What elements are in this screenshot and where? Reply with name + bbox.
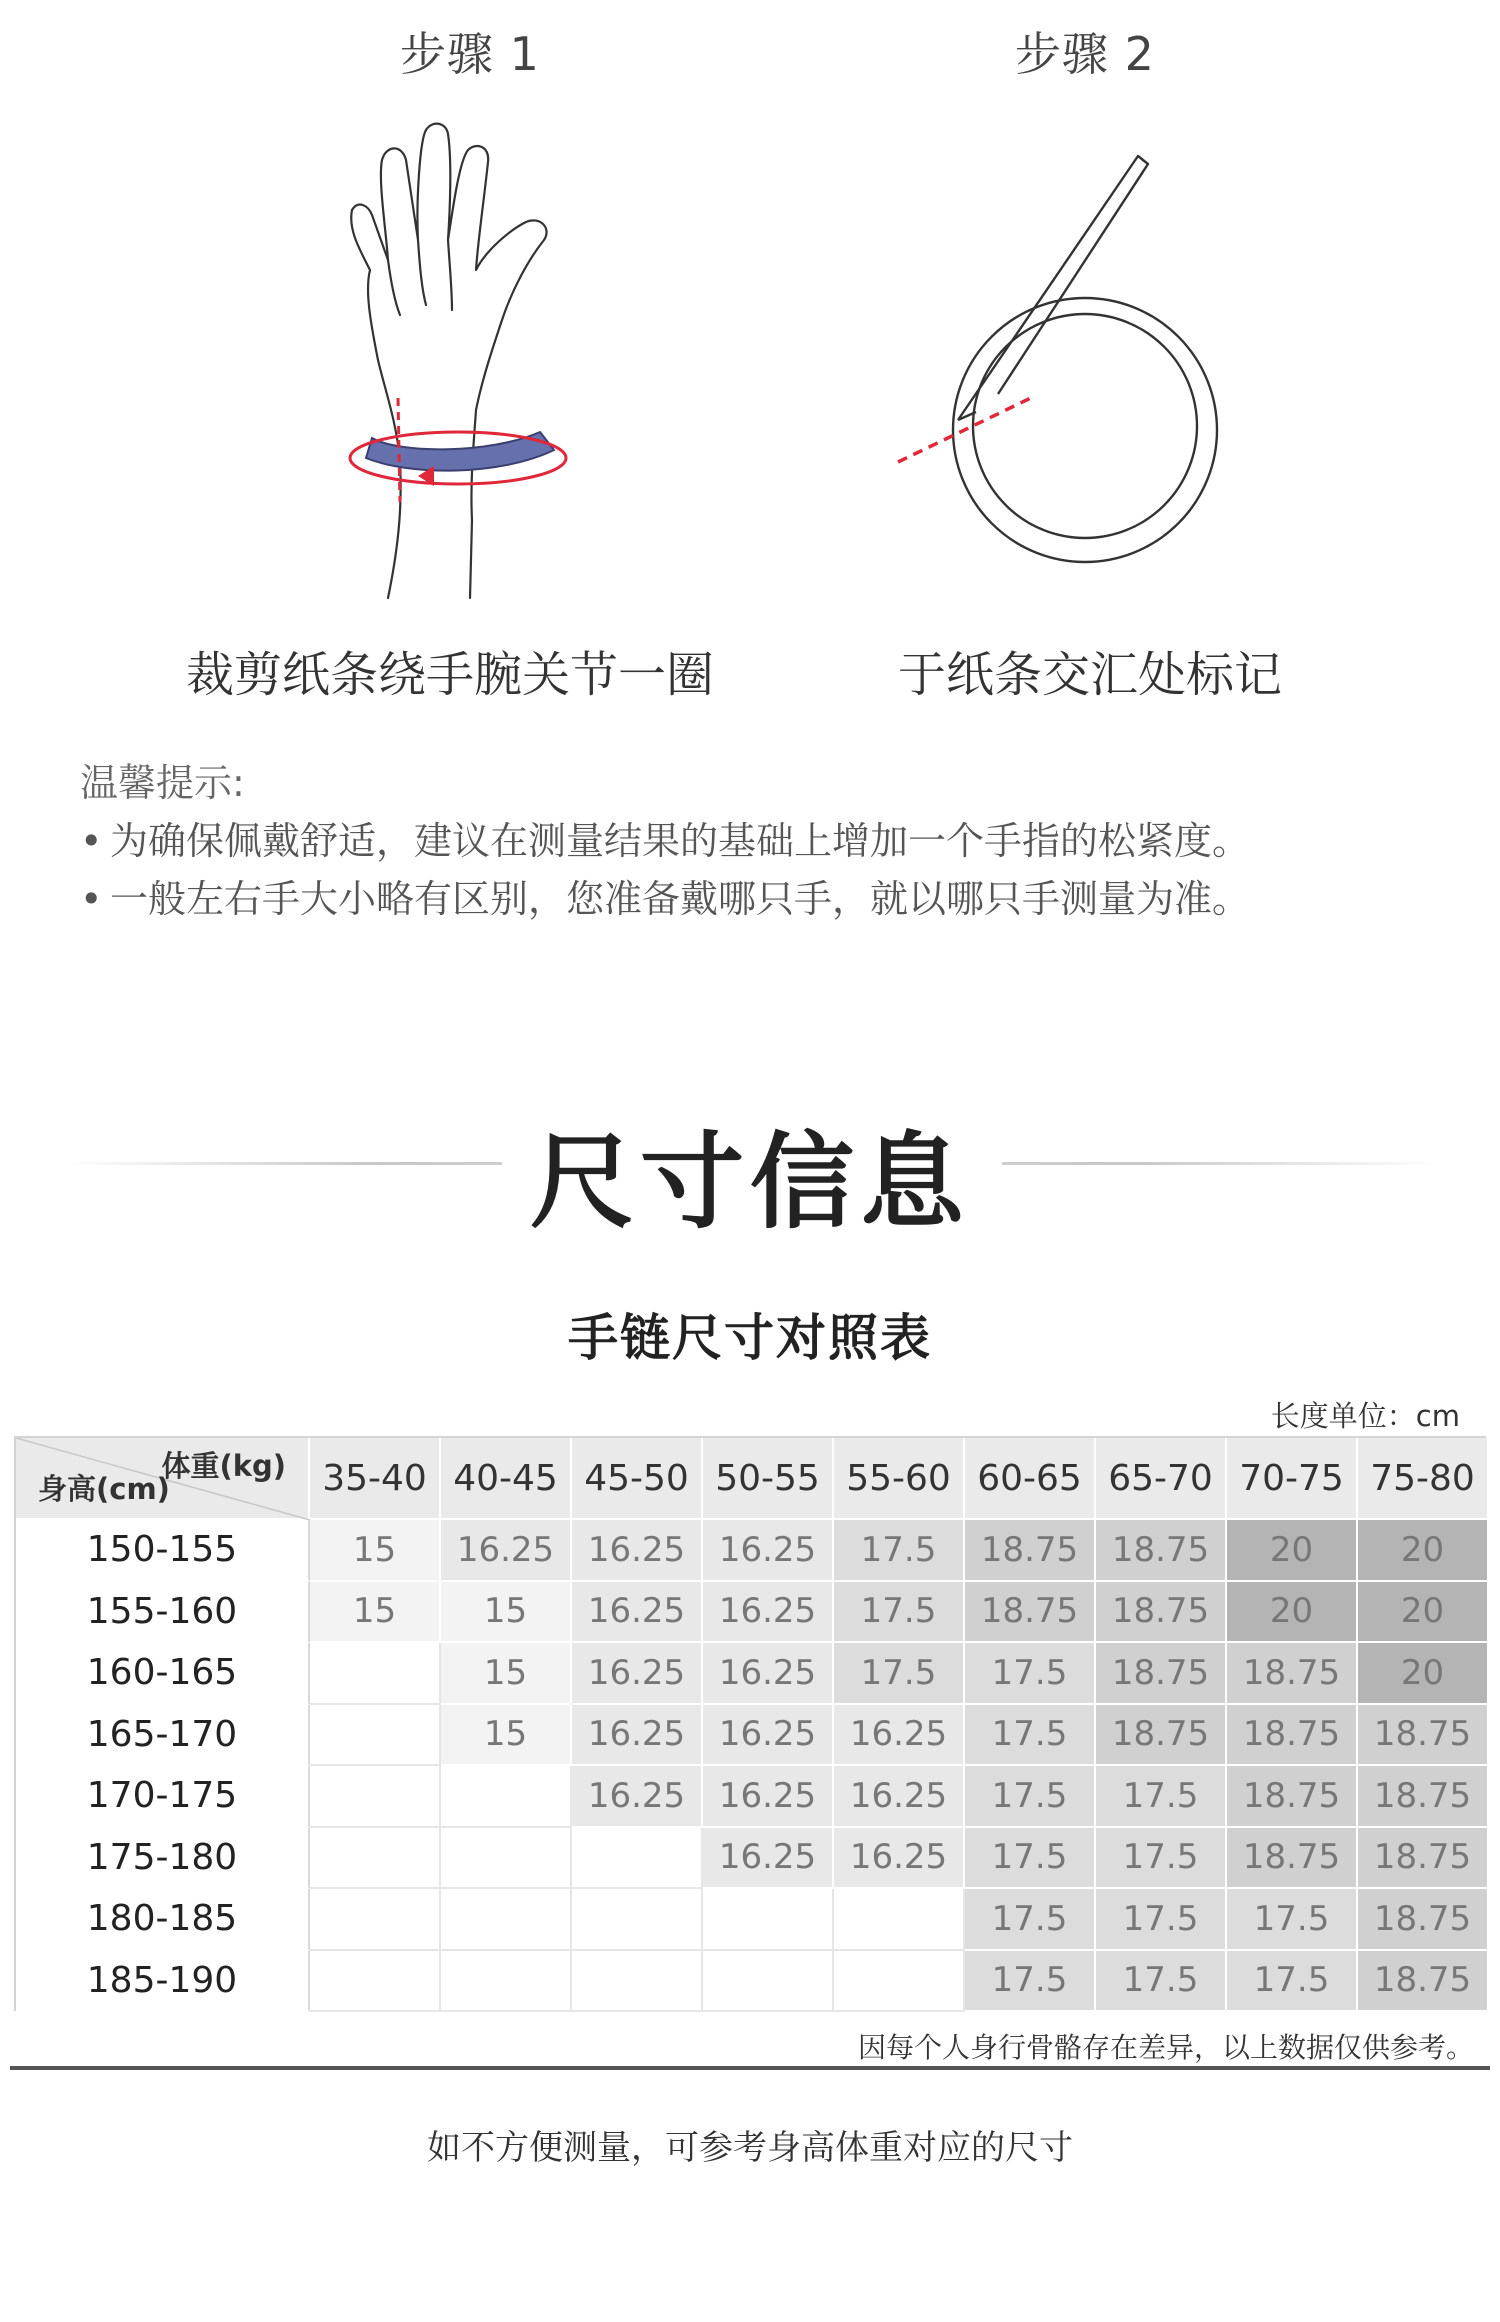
- column-header: 40-45: [441, 1438, 572, 1520]
- table-cell: [834, 1951, 965, 2013]
- paper-strip-loop-icon: [880, 150, 1240, 580]
- footer-text: 如不方便测量，可参考身高体重对应的尺寸: [427, 2128, 1073, 2168]
- row-header: 170-175: [16, 1766, 310, 1828]
- table-cell: 18.75: [1227, 1705, 1358, 1767]
- corner-weight-label: 体重(kg): [161, 1449, 286, 1483]
- table-cell: 16.25: [572, 1643, 703, 1705]
- table-cell: 17.5: [1096, 1951, 1227, 2013]
- table-cell: 20: [1358, 1520, 1489, 1582]
- column-header: 65-70: [1096, 1438, 1227, 1520]
- table-cell: 16.25: [703, 1582, 834, 1644]
- table-cell: 18.75: [1096, 1520, 1227, 1582]
- size-table: [14, 1436, 1486, 2011]
- unit-label: 长度单位：cm: [1270, 1399, 1460, 1433]
- table-cell: [441, 1828, 572, 1890]
- table-cell: 17.5: [965, 1889, 1096, 1951]
- section-title: 尺寸信息: [529, 1121, 970, 1243]
- bottom-rule: [10, 2066, 1490, 2070]
- table-cell: 18.75: [1358, 1705, 1489, 1767]
- column-header: 35-40: [310, 1438, 441, 1520]
- bullet-icon: •: [80, 877, 103, 921]
- column-header: 70-75: [1227, 1438, 1358, 1520]
- table-cell: 20: [1358, 1643, 1489, 1705]
- step-1-caption: 裁剪纸条绕手腕关节一圈: [185, 647, 714, 703]
- table-cell: 17.5: [834, 1582, 965, 1644]
- table-cell: 18.75: [965, 1520, 1096, 1582]
- column-header: 55-60: [834, 1438, 965, 1520]
- table-cell: 17.5: [965, 1705, 1096, 1767]
- table-corner: [16, 1438, 310, 1520]
- table-cell: [834, 1889, 965, 1951]
- table-cell: 17.5: [1096, 1889, 1227, 1951]
- row-header: 175-180: [16, 1828, 310, 1890]
- table-cell: [572, 1889, 703, 1951]
- table-cell: 18.75: [1358, 1828, 1489, 1890]
- table-cell: 16.25: [703, 1705, 834, 1767]
- table-cell: 16.25: [572, 1520, 703, 1582]
- row-header: 150-155: [16, 1520, 310, 1582]
- table-cell: 16.25: [703, 1828, 834, 1890]
- table-cell: 16.25: [703, 1520, 834, 1582]
- table-cell: 16.25: [703, 1766, 834, 1828]
- table-cell: [703, 1889, 834, 1951]
- table-cell: 18.75: [1227, 1766, 1358, 1828]
- table-cell: [572, 1951, 703, 2013]
- table-cell: [310, 1705, 441, 1767]
- table-cell: 17.5: [965, 1951, 1096, 2013]
- table-cell: 17.5: [965, 1828, 1096, 1890]
- column-header: 60-65: [965, 1438, 1096, 1520]
- table-cell: 18.75: [1096, 1582, 1227, 1644]
- hand-wrist-wrap-icon: [330, 120, 630, 610]
- table-cell: 17.5: [1096, 1828, 1227, 1890]
- tips-heading: 温馨提示:: [80, 761, 245, 805]
- table-cell: 20: [1227, 1582, 1358, 1644]
- table-cell: 18.75: [1358, 1889, 1489, 1951]
- table-cell: [572, 1828, 703, 1890]
- table-cell: 17.5: [965, 1643, 1096, 1705]
- row-header: 155-160: [16, 1582, 310, 1644]
- row-header: 180-185: [16, 1889, 310, 1951]
- table-cell: [703, 1951, 834, 2013]
- table-cell: 15: [310, 1520, 441, 1582]
- table-cell: 18.75: [1096, 1705, 1227, 1767]
- table-cell: 16.25: [441, 1520, 572, 1582]
- table-title: 手链尺寸对照表: [568, 1309, 932, 1367]
- table-cell: [441, 1766, 572, 1828]
- table-cell: 16.25: [572, 1766, 703, 1828]
- table-cell: 17.5: [1227, 1889, 1358, 1951]
- table-cell: 16.25: [834, 1705, 965, 1767]
- table-cell: 16.25: [834, 1766, 965, 1828]
- bullet-icon: •: [80, 819, 103, 863]
- table-note: 因每个人身行骨骼存在差异，以上数据仅供参考。: [857, 2031, 1474, 2064]
- column-header: 75-80: [1358, 1438, 1489, 1520]
- table-cell: [310, 1828, 441, 1890]
- table-cell: [310, 1643, 441, 1705]
- table-cell: [310, 1766, 441, 1828]
- row-header: 165-170: [16, 1705, 310, 1767]
- table-cell: [310, 1889, 441, 1951]
- table-cell: 16.25: [572, 1582, 703, 1644]
- table-cell: 16.25: [834, 1828, 965, 1890]
- table-cell: 16.25: [703, 1643, 834, 1705]
- step-2-caption: 于纸条交汇处标记: [897, 647, 1282, 703]
- column-header: 50-55: [703, 1438, 834, 1520]
- table-cell: 15: [441, 1705, 572, 1767]
- table-cell: 17.5: [834, 1520, 965, 1582]
- tip-text: 为确保佩戴舒适，建议在测量结果的基础上增加一个手指的松紧度。: [110, 819, 1251, 863]
- table-cell: 18.75: [965, 1582, 1096, 1644]
- table-cell: [310, 1951, 441, 2013]
- table-cell: 17.5: [965, 1766, 1096, 1828]
- corner-height-label: 身高(cm): [38, 1472, 170, 1506]
- step-2-title: 步骤 2: [1015, 27, 1155, 81]
- table-cell: 20: [1227, 1520, 1358, 1582]
- table-cell: 17.5: [834, 1643, 965, 1705]
- table-cell: 17.5: [1096, 1766, 1227, 1828]
- table-cell: 15: [310, 1582, 441, 1644]
- table-cell: 18.75: [1358, 1766, 1489, 1828]
- table-cell: 18.75: [1227, 1643, 1358, 1705]
- table-cell: 18.75: [1096, 1643, 1227, 1705]
- table-cell: 16.25: [572, 1705, 703, 1767]
- table-cell: [441, 1951, 572, 2013]
- row-header: 185-190: [16, 1951, 310, 2013]
- step-1-title: 步骤 1: [400, 27, 540, 81]
- column-header: 45-50: [572, 1438, 703, 1520]
- table-cell: [441, 1889, 572, 1951]
- row-header: 160-165: [16, 1643, 310, 1705]
- table-cell: 17.5: [1227, 1951, 1358, 2013]
- tip-text: 一般左右手大小略有区别，您准备戴哪只手，就以哪只手测量为准。: [110, 877, 1251, 921]
- table-cell: 15: [441, 1582, 572, 1644]
- table-cell: 18.75: [1358, 1951, 1489, 2013]
- table-cell: 15: [441, 1643, 572, 1705]
- tip-item: [80, 868, 1250, 923]
- tip-item: [80, 810, 1250, 865]
- table-cell: 18.75: [1227, 1828, 1358, 1890]
- table-cell: 20: [1358, 1582, 1489, 1644]
